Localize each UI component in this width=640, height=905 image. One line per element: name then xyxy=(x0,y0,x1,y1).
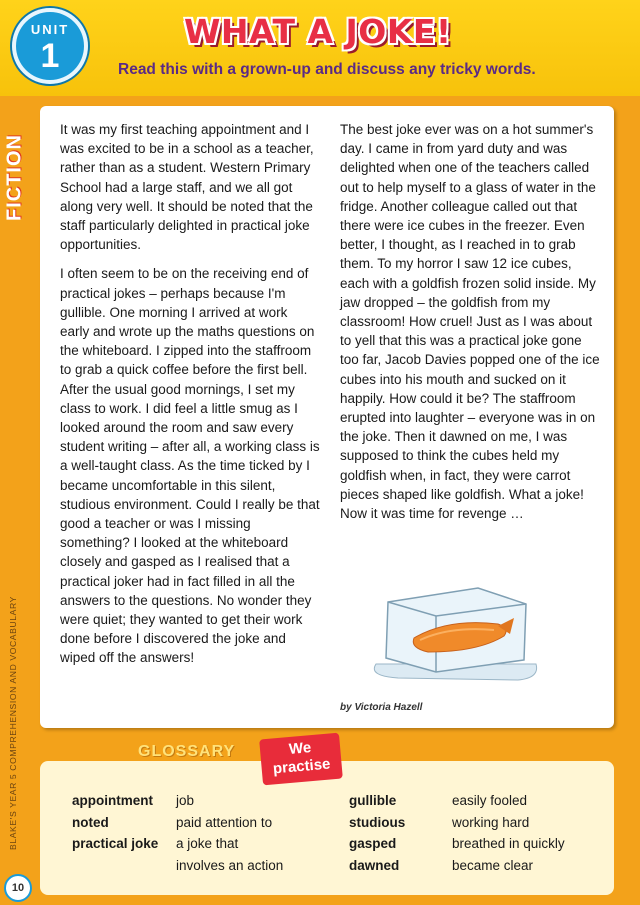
glossary-definition: breathed in quickly xyxy=(452,836,565,851)
glossary-definition: paid attention to xyxy=(176,814,273,830)
story-paragraph: It was my first teaching appointment and I was excited to be in a school as a teacher, rather than as a student. Western Primary School had a large staff, and we all got along very well. It should be noted that the staff particularly delighted in practical joke opportunities. xyxy=(60,122,314,253)
book-credit xyxy=(0,590,26,860)
glossary-entry xyxy=(349,812,592,834)
glossary-list-right xyxy=(349,790,592,876)
story-panel xyxy=(40,106,614,728)
header-band xyxy=(0,0,640,96)
story-column-right xyxy=(340,120,602,533)
page-number: 10 xyxy=(4,874,32,902)
unit-badge xyxy=(12,8,88,84)
glossary-entry xyxy=(72,790,284,812)
book-credit-text: BLAKE'S YEAR 5 COMPREHENSION AND VOCABULARY xyxy=(8,596,18,850)
glossary-list-left xyxy=(72,790,284,876)
story-paragraph: The best joke ever was on a hot summer's day. I came in from yard duty and was delighted when one of the teachers called out to help myself to a glass of water in the fridge. Another colleague called out that there were ice cubes in the freezer. Even better, I thought, as I reached in to grab them. To my horror I saw 12 ice cubes, each with a goldfish frozen solid inside. My jaw dropped – the goldfish from my classroom! How cruel! Just as I was about to yell that this was a practical joke gone too far, Jacob Davies popped one of the ice cubes into his mouth and sucked on it happily. How could it be? The staffroom erupted into laughter – everyone was in on the joke. Then it dawned on me, I was supposed to think the cubes held my goldfish when, in fact, they were carrot pieces shaped like goldfish. What a joke! Now it was time for revenge … xyxy=(340,122,600,522)
glossary-entry xyxy=(72,812,284,834)
glossary-term: practical joke xyxy=(72,836,159,851)
glossary-entry xyxy=(349,855,592,877)
unit-label: UNIT xyxy=(30,22,70,37)
glossary-title: GLOSSARY xyxy=(138,743,236,760)
glossary-entry xyxy=(72,833,284,876)
we-practise-badge: We practise xyxy=(259,733,343,786)
glossary-definition: a joke that involves an action xyxy=(176,836,284,873)
glossary-definition: became clear xyxy=(452,857,534,873)
glossary-term: gasped xyxy=(349,836,397,851)
glossary-definition: easily fooled xyxy=(452,793,528,808)
story-paragraph: I often seem to be on the receiving end of practical jokes – perhaps because I'm gullible. One morning I arrived at work early and wrote up the maths questions on the whiteboard. I zipped into the staffroom to grab a quick coffee before the first bell. After the usual good mornings, I set my class to work. I did feel a little smug as I looked around the room and saw every student writing – after all, a working class is a well-taught class. As the time ticked by I became uncomfortable in this silent, studious environment. Could I really be that good a teacher or was I missing something? I looked at the whiteboard closely and gasped as I realised that a practical joker had in fact filled in all the answers to the questions. No wonder they were quiet; they wanted to get their work done before I discovered the joke and wiped off the answers! xyxy=(60,266,320,666)
glossary-entry xyxy=(349,833,592,855)
page-title: WHAT A JOKE! xyxy=(184,12,452,51)
reading-instruction: Read this with a grown-up and discuss any tricky words. xyxy=(118,61,536,78)
story-column-left xyxy=(60,120,320,678)
glossary-entry xyxy=(349,790,592,812)
glossary-term: gullible xyxy=(349,793,397,808)
author-credit: by Victoria Hazell xyxy=(340,702,423,713)
unit-number: 1 xyxy=(40,37,60,75)
genre-label xyxy=(2,114,28,244)
genre-text: FICTION xyxy=(3,134,26,221)
glossary-term: noted xyxy=(72,814,109,830)
glossary-definition: job xyxy=(176,793,195,808)
glossary-term: studious xyxy=(349,814,406,830)
ice-cube-goldfish-illustration xyxy=(358,568,548,688)
glossary-definition: working hard xyxy=(452,814,530,830)
glossary-term: dawned xyxy=(349,857,400,873)
glossary-term: appointment xyxy=(72,793,153,808)
